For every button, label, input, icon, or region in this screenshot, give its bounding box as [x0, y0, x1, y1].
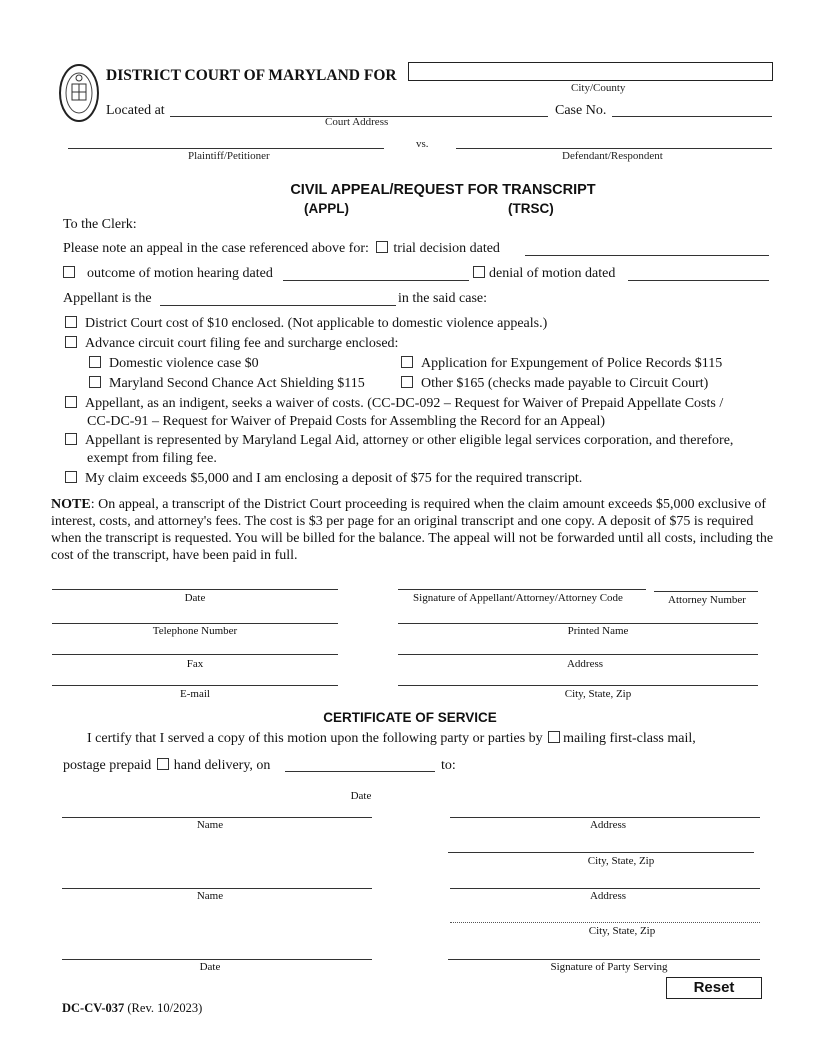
note-paragraph	[51, 496, 775, 564]
attorney-number-label: Attorney Number	[668, 594, 746, 606]
mail-checkbox[interactable]	[548, 731, 560, 743]
date2-label: Date	[199, 961, 221, 973]
note-text: : On appeal, a transcript of the District Court proceeding is required when the claim amount exceeds $5,000 exclusive of interest, costs, and attorney's fees. The cost is $3 per page for an original transcript and one copy. A deposit of $75 is required when the transcript is requested. You will be billed for the balance. The appeal will not be forwarded until all costs, including the cost of the transcript, have been paid in full.	[51, 497, 774, 563]
indigent-option	[65, 396, 723, 412]
outcome-motion-checkbox[interactable]	[63, 266, 75, 278]
plaintiff-label: Plaintiff/Petitioner	[188, 150, 270, 162]
signature-field[interactable]	[398, 589, 646, 590]
claim-checkbox[interactable]	[65, 471, 77, 483]
city-county-input[interactable]	[408, 62, 773, 81]
indigent-label-2: CC-DC-91 – Request for Waiver of Prepaid Costs for Assembling the Record for an Appeal)	[87, 414, 606, 429]
trsc-code: (TRSC)	[508, 201, 554, 216]
address2-field[interactable]	[450, 888, 760, 889]
name1-field[interactable]	[62, 817, 372, 818]
address1-label: Address	[589, 819, 627, 831]
postage-label: postage prepaid	[63, 758, 152, 773]
form-number	[62, 1001, 202, 1016]
city-state-zip-field[interactable]	[398, 685, 758, 686]
printed-name-field[interactable]	[398, 623, 758, 624]
advance-fee-option	[65, 336, 398, 352]
motion-row	[63, 266, 273, 282]
plaintiff-field[interactable]	[68, 148, 384, 149]
form-title: CIVIL APPEAL/REQUEST FOR TRANSCRIPT	[290, 182, 596, 198]
second-chance-checkbox[interactable]	[89, 376, 101, 388]
fax-label: Fax	[186, 658, 204, 670]
date2-field[interactable]	[62, 959, 372, 960]
in-said-case-label: in the said case:	[398, 291, 488, 306]
legal-aid-label-2: exempt from filing fee.	[87, 451, 217, 466]
claim-label: My claim exceeds $5,000 and I am enclosing a deposit of $75 for the required transcript.	[85, 471, 583, 486]
telephone-label: Telephone Number	[152, 625, 238, 637]
denial-motion-checkbox[interactable]	[473, 266, 485, 278]
case-no-label: Case No.	[555, 103, 607, 118]
outcome-motion-label: outcome of motion hearing dated	[87, 266, 273, 281]
certificate-text-1: I certify that I served a copy of this motion upon the following party or parties by	[87, 731, 543, 746]
outcome-motion-date-field[interactable]	[283, 280, 469, 281]
city-county-label: City/County	[571, 82, 626, 94]
signature-serving-field[interactable]	[448, 959, 760, 960]
legal-aid-option	[65, 433, 733, 449]
reset-button[interactable]: Reset	[666, 977, 762, 999]
denial-motion-label: denial of motion dated	[489, 266, 616, 281]
district-cost-label: District Court cost of $10 enclosed. (Not applicable to domestic violence appeals.)	[85, 316, 548, 331]
form-revision: (Rev. 10/2023)	[124, 1001, 203, 1015]
hand-delivery-checkbox[interactable]	[157, 758, 169, 770]
address-label: Address	[566, 658, 604, 670]
name1-label: Name	[196, 819, 224, 831]
city-state-zip2-field[interactable]	[450, 922, 760, 923]
court-address-label: Court Address	[325, 116, 389, 128]
legal-aid-label-1: Appellant is represented by Maryland Legal Aid, attorney or other eligible legal services corporation, and therefore,	[85, 433, 734, 448]
city-state-zip-label: City, State, Zip	[564, 688, 632, 700]
denial-motion-date-field[interactable]	[628, 280, 769, 281]
appellant-is-label: Appellant is the	[63, 291, 152, 306]
appeal-intro-row	[63, 241, 500, 257]
telephone-field[interactable]	[52, 623, 338, 624]
trial-decision-label: trial decision dated	[393, 241, 500, 256]
other-option	[401, 376, 708, 392]
name2-field[interactable]	[62, 888, 372, 889]
signature-serving-label: Signature of Party Serving	[550, 961, 668, 973]
second-chance-option	[89, 376, 365, 392]
email-label: E-mail	[180, 688, 210, 700]
certificate-line-2	[63, 758, 270, 774]
service-date-label: Date	[350, 790, 372, 802]
city-state-zip1-field[interactable]	[448, 852, 754, 853]
expungement-checkbox[interactable]	[401, 356, 413, 368]
second-chance-label: Maryland Second Chance Act Shielding $115	[109, 376, 365, 391]
domestic-label: Domestic violence case $0	[109, 356, 259, 371]
date-field[interactable]	[52, 589, 338, 590]
certificate-title: CERTIFICATE OF SERVICE	[323, 710, 497, 725]
attorney-number-field[interactable]	[654, 591, 758, 592]
trial-decision-checkbox[interactable]	[376, 241, 388, 253]
city-state-zip2-label: City, State, Zip	[588, 925, 656, 937]
signature-label: Signature of Appellant/Attorney/Attorney Code	[413, 592, 623, 604]
district-cost-option	[65, 316, 547, 332]
to-label: to:	[441, 758, 456, 773]
fax-field[interactable]	[52, 654, 338, 655]
domestic-checkbox[interactable]	[89, 356, 101, 368]
court-seal-logo	[58, 62, 100, 124]
vs-label: vs.	[416, 138, 429, 150]
domestic-option	[89, 356, 259, 372]
appellant-role-field[interactable]	[160, 305, 396, 306]
appl-code: (APPL)	[304, 201, 349, 216]
expungement-option	[401, 356, 722, 372]
expungement-label: Application for Expungement of Police Records $115	[421, 356, 723, 371]
appeal-intro: Please note an appeal in the case referenced above for:	[63, 241, 369, 256]
indigent-label-1: Appellant, as an indigent, seeks a waiver of costs. (CC-DC-092 – Request for Waiver of Prepaid Appellate Costs /	[85, 396, 724, 411]
form-code: DC-CV-037	[62, 1001, 125, 1015]
city-state-zip1-label: City, State, Zip	[587, 855, 655, 867]
indigent-checkbox[interactable]	[65, 396, 77, 408]
case-no-field[interactable]	[612, 116, 772, 117]
to-clerk: To the Clerk:	[63, 217, 137, 232]
district-cost-checkbox[interactable]	[65, 316, 77, 328]
note-label: NOTE	[51, 497, 91, 512]
advance-fee-label: Advance circuit court filing fee and surcharge enclosed:	[85, 336, 399, 351]
other-checkbox[interactable]	[401, 376, 413, 388]
date-label: Date	[184, 592, 206, 604]
court-title: DISTRICT COURT OF MARYLAND FOR	[106, 67, 397, 84]
located-at-label: Located at	[106, 103, 165, 118]
hand-delivery-label: hand delivery, on	[173, 758, 271, 773]
mail-label: mailing first-class mail,	[563, 731, 696, 746]
claim-option	[65, 471, 582, 487]
name2-label: Name	[196, 890, 224, 902]
printed-name-label: Printed Name	[567, 625, 629, 637]
address1-field[interactable]	[450, 817, 760, 818]
service-date-field[interactable]	[285, 771, 435, 772]
address-field[interactable]	[398, 654, 758, 655]
legal-aid-checkbox[interactable]	[65, 433, 77, 445]
defendant-field[interactable]	[456, 148, 772, 149]
certificate-line-1	[87, 731, 696, 747]
address2-label: Address	[589, 890, 627, 902]
trial-decision-date-field[interactable]	[525, 255, 769, 256]
denial-row	[473, 266, 615, 282]
email-field[interactable]	[52, 685, 338, 686]
other-label: Other $165 (checks made payable to Circuit Court)	[421, 376, 709, 391]
defendant-label: Defendant/Respondent	[562, 150, 663, 162]
advance-fee-checkbox[interactable]	[65, 336, 77, 348]
